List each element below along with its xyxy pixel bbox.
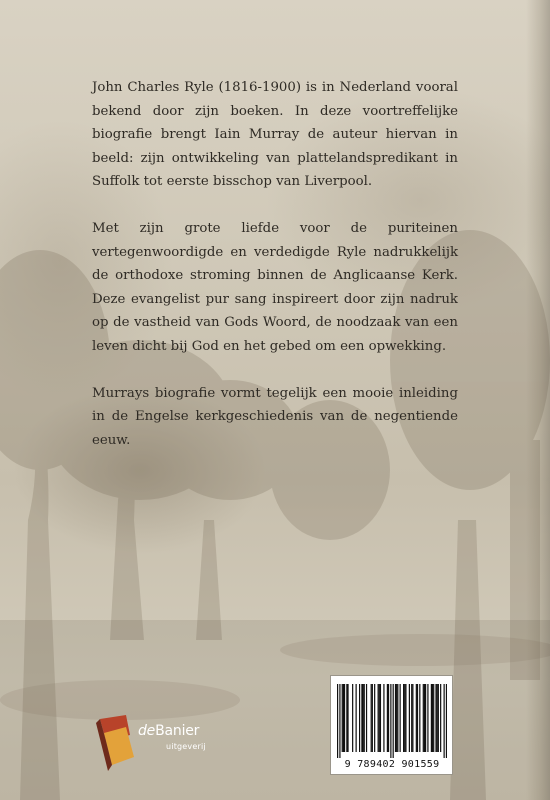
publisher-name [138,723,199,739]
barcode-bar [435,684,436,752]
isbn-barcode [330,675,453,775]
barcode-bar [409,684,410,752]
barcode-bar [393,684,394,758]
barcode-bar [404,684,405,752]
barcode-bar [444,684,445,758]
barcode-bar [339,684,340,758]
barcode-bar [387,684,388,752]
barcode-bar [412,684,413,752]
barcode-bar [432,684,433,752]
spine-shadow [526,0,550,800]
barcode-bar [343,684,344,752]
barcode-bar [364,684,365,752]
barcode-bar [366,684,367,752]
barcode-bar [438,684,439,752]
barcode-bar [362,684,363,752]
blurb-paragraph-1: John Charles Ryle (1816-1900) is in Nederland vooral bekend door zijn boeken. In deze voortreffelijke biografie brengt Iain Murray de auteur hiervan in beeld: zijn ontwikkeling van plattelandspredikant in Suffolk tot eerste bisschop van Liverpool. [92,80,458,189]
barcode-bar [425,684,426,752]
barcode-bar [423,684,424,752]
barcode-bar [388,684,389,752]
barcode-bar [411,684,412,752]
barcode-bar [347,684,348,752]
barcode-bar [361,684,362,752]
barcode-bar [433,684,434,752]
barcode-bar [352,684,353,752]
barcode-bar [378,684,379,752]
barcode-bar [397,684,398,752]
barcode-bar [356,684,357,752]
blurb-paragraph-3: Murrays biografie vormt tegelijk een mooie inleiding in de Engelse kerkgeschiedenis van de negentiende eeuw. [92,385,458,448]
barcode-bar [379,684,380,752]
barcode-bar [427,684,428,752]
barcode-bars [337,684,447,758]
barcode-bar [446,684,447,758]
barcode-bar [396,684,397,752]
barcode-bar [359,684,360,752]
barcode-bar [424,684,425,752]
barcode-bar [440,684,441,752]
blurb-paragraph-2: Met zijn grote liefde voor de puriteinen vertegenwoordigde en verdedigde Ryle nadrukkelijk de orthodoxe stroming binnen de Anglicaanse Kerk. Deze evangelist pur sang inspireert door zijn nadruk op de vastheid van Gods Woord, de noodzaak van een leven dicht bij God en het gebed om een opwekking. [92,221,458,354]
barcode-bar [419,684,420,752]
barcode-bar [395,684,396,752]
barcode-bar [437,684,438,752]
banner-flag-icon [96,713,140,773]
barcode-bar [344,684,345,752]
barcode-bar [337,684,338,758]
barcode-bar [342,684,343,752]
barcode-bar [400,684,401,752]
barcode-bar [380,684,381,752]
barcode-bar [371,684,372,752]
publisher-logo [96,713,216,773]
barcode-bar [403,684,404,752]
barcode-bar [346,684,347,752]
barcode-bar [372,684,373,752]
barcode-bar [431,684,432,752]
barcode-bar [390,684,391,758]
publisher-name-prefix: de [138,723,156,739]
barcode-bar [374,684,375,752]
barcode-digits: 9 789402 901559 [344,759,440,770]
barcode-bar [417,684,418,752]
barcode-bar [405,684,406,752]
barcode-bar [383,684,384,752]
publisher-name-main: Banier [155,723,200,739]
back-cover-blurb [92,76,458,476]
publisher-subtitle: uitgeverij [166,742,206,751]
barcode-bar [416,684,417,752]
